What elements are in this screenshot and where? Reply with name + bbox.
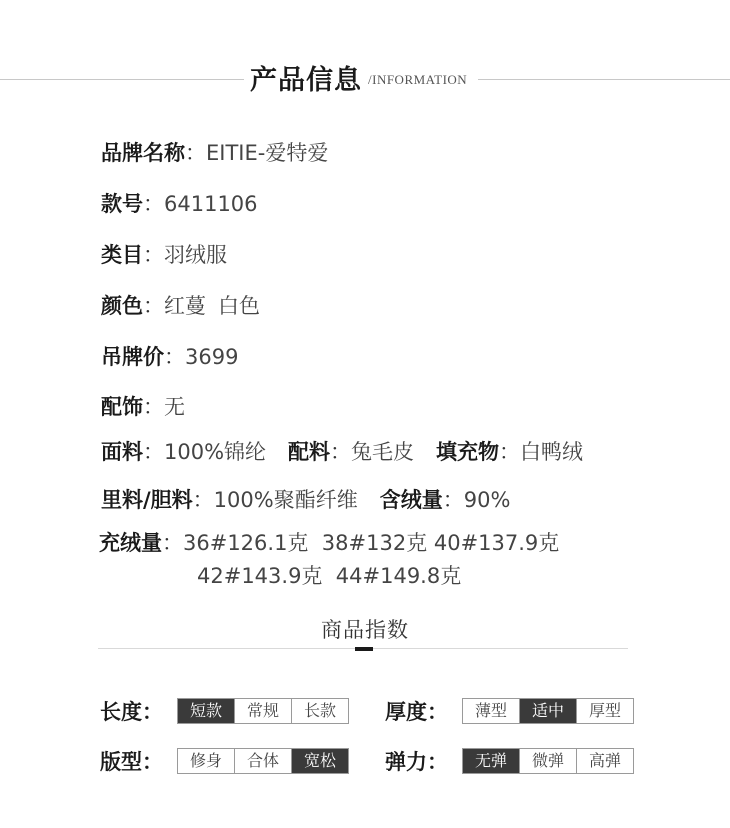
elasticity-selector xyxy=(385,746,634,776)
style-no-value: 6411106 xyxy=(164,192,258,216)
index-divider-marker xyxy=(355,647,373,651)
elasticity-option-high[interactable]: 高弹 xyxy=(577,749,633,773)
index-title: 商品指数 xyxy=(321,618,409,642)
header-line-left xyxy=(0,79,244,80)
thickness-option-thin[interactable]: 薄型 xyxy=(463,699,520,723)
elasticity-options xyxy=(462,748,634,774)
length-option-regular[interactable]: 常规 xyxy=(235,699,292,723)
page-title: 产品信息 xyxy=(250,65,362,96)
length-label: 长度： xyxy=(100,700,163,724)
brand-value: EITIE-爱特爱 xyxy=(206,141,329,165)
price-row: 吊牌价：3699 xyxy=(101,345,239,369)
length-options xyxy=(177,698,349,724)
fabric-value: 100%锦纶 xyxy=(164,440,267,464)
price-value: 3699 xyxy=(185,345,239,369)
lining-label: 里料/胆料 xyxy=(101,488,193,512)
fit-option-regular[interactable]: 合体 xyxy=(235,749,292,773)
material-row: 面料：100%锦纶 配料：兔毛皮 填充物：白鸭绒 xyxy=(101,440,584,464)
page-subtitle: /INFORMATION xyxy=(368,72,468,87)
fit-option-loose[interactable]: 宽松 xyxy=(292,749,348,773)
lining-value: 100%聚酯纤维 xyxy=(213,488,358,512)
category-row: 类目：羽绒服 xyxy=(101,243,227,267)
brand-row: 品牌名称：EITIE-爱特爱 xyxy=(101,141,329,165)
color-value-2: 白色 xyxy=(218,294,260,318)
accessory-value: 无 xyxy=(164,395,185,419)
style-no-row: 款号：6411106 xyxy=(101,192,258,216)
color-label: 颜色 xyxy=(101,294,143,318)
fit-option-slim[interactable]: 修身 xyxy=(178,749,235,773)
thickness-options xyxy=(462,698,634,724)
fill-weight-label: 充绒量 xyxy=(99,531,162,555)
length-option-short[interactable]: 短款 xyxy=(178,699,235,723)
fit-selector xyxy=(100,746,349,776)
down-content-value: 90% xyxy=(463,488,511,512)
elasticity-label: 弹力： xyxy=(385,750,448,774)
price-label: 吊牌价 xyxy=(101,345,164,369)
fill-weight-line-2: 42#143.9克 44#149.8克 xyxy=(197,564,462,588)
fill-weight-row: 充绒量：36#126.1克 38#132克 40#137.9克 xyxy=(99,531,560,555)
fit-options xyxy=(177,748,349,774)
filling-value: 白鸭绒 xyxy=(520,440,584,464)
color-row: 颜色：红蔓 白色 xyxy=(101,294,260,318)
elasticity-option-none[interactable]: 无弹 xyxy=(463,749,520,773)
category-label: 类目 xyxy=(101,243,143,267)
down-content-label: 含绒量 xyxy=(379,488,443,512)
thickness-option-medium[interactable]: 适中 xyxy=(520,699,577,723)
fabric-label: 面料 xyxy=(101,440,143,464)
thickness-option-thick[interactable]: 厚型 xyxy=(577,699,633,723)
trim-label: 配料 xyxy=(288,440,331,464)
thickness-label: 厚度： xyxy=(385,700,448,724)
style-no-label: 款号 xyxy=(101,192,143,216)
accessory-row: 配饰：无 xyxy=(101,395,185,419)
color-value-1: 红蔓 xyxy=(164,294,206,318)
trim-value: 兔毛皮 xyxy=(351,440,415,464)
category-value: 羽绒服 xyxy=(164,243,227,267)
fit-label: 版型： xyxy=(100,750,163,774)
accessory-label: 配饰 xyxy=(101,395,143,419)
lining-row: 里料/胆料：100%聚酯纤维 含绒量：90% xyxy=(101,488,511,512)
filling-label: 填充物 xyxy=(436,440,500,464)
thickness-selector xyxy=(385,696,634,726)
fill-weight-line-1: 36#126.1克 38#132克 40#137.9克 xyxy=(183,531,560,555)
header-line-right xyxy=(478,79,730,80)
fill-weight-row-2 xyxy=(197,560,461,590)
length-option-long[interactable]: 长款 xyxy=(292,699,348,723)
length-selector xyxy=(100,696,349,726)
elasticity-option-slight[interactable]: 微弹 xyxy=(520,749,577,773)
brand-label: 品牌名称 xyxy=(101,141,185,165)
